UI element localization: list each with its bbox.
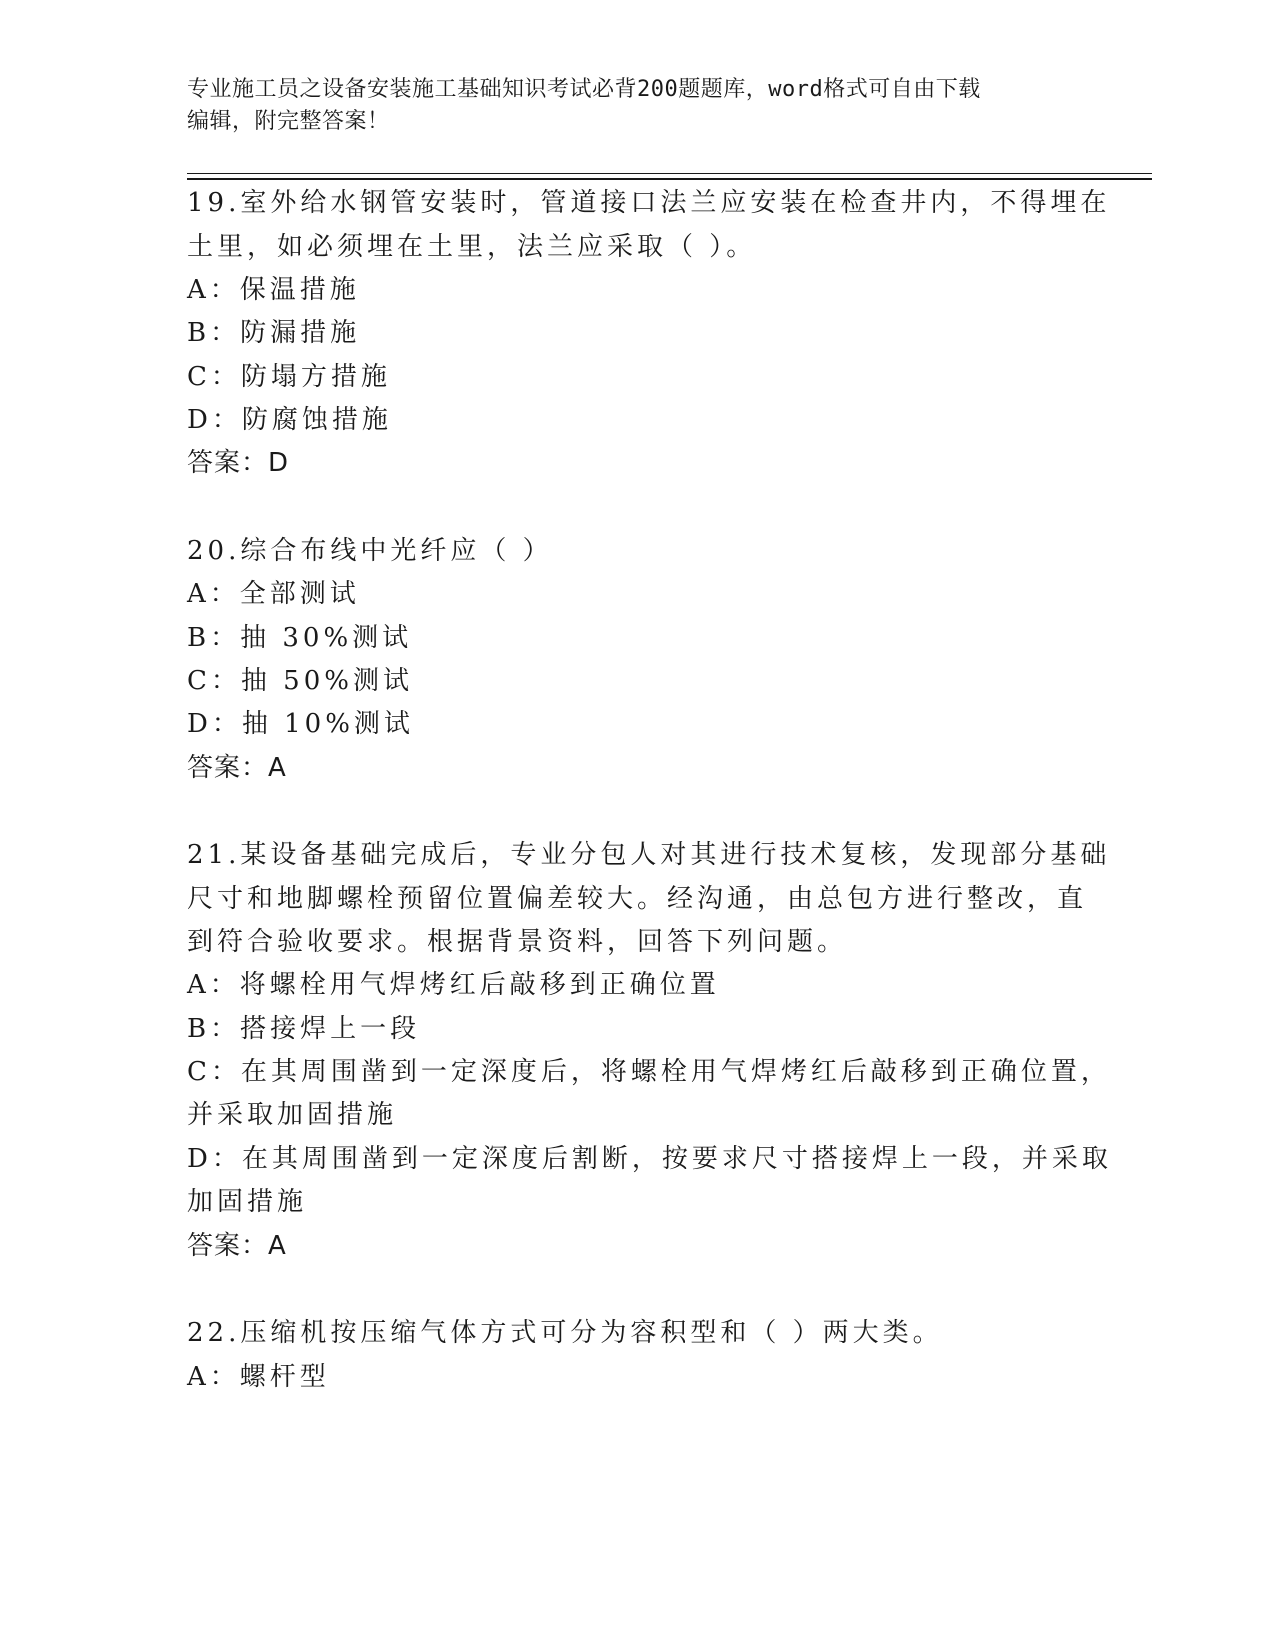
q21-option-d-line-1: D：在其周围凿到一定深度后割断，按要求尺寸搭接焊上一段，并采取 — [187, 1144, 1112, 1174]
q20-answer: 答案：A — [187, 753, 287, 783]
q20-stem-line-1: 20.综合布线中光纤应（ ） — [187, 536, 553, 566]
q21-stem-line-3: 到符合验收要求。根据背景资料，回答下列问题。 — [187, 927, 848, 957]
q19-option-c: C：防塌方措施 — [187, 362, 391, 392]
document-header — [187, 74, 1067, 138]
q20-option-c: C：抽 50%测试 — [187, 666, 413, 696]
header-line-1: 专业施工员之设备安装施工基础知识考试必背200题题库，word格式可自由下载 — [187, 77, 981, 102]
header-divider-thick — [187, 178, 1152, 180]
q21-answer: 答案：A — [187, 1231, 287, 1261]
q19-answer: 答案：D — [187, 448, 290, 478]
q19-stem-line-1: 19.室外给水钢管安装时，管道接口法兰应安装在检查井内，不得埋在 — [187, 188, 1111, 218]
q20-option-b: B：抽 30%测试 — [187, 623, 413, 653]
q22-stem-line-1: 22.压缩机按压缩气体方式可分为容积型和（ ）两大类。 — [187, 1318, 943, 1348]
q19-option-d: D：防腐蚀措施 — [187, 405, 392, 435]
q21-option-d-line-2: 加固措施 — [187, 1187, 308, 1217]
q21-stem-line-2: 尺寸和地脚螺栓预留位置偏差较大。经沟通，由总包方进行整改，直 — [187, 884, 1088, 914]
q19-option-a: A：保温措施 — [187, 275, 360, 305]
header-divider-thin — [187, 173, 1152, 174]
header-line-2: 编辑，附完整答案！ — [187, 109, 390, 134]
q21-stem-line-1: 21.某设备基础完成后，专业分包人对其进行技术复核，发现部分基础 — [187, 840, 1111, 870]
q20-option-d: D：抽 10%测试 — [187, 709, 414, 739]
q21-option-c-line-1: C：在其周围凿到一定深度后，将螺栓用气焊烤红后敲移到正确位置， — [187, 1057, 1111, 1087]
q20-option-a: A：全部测试 — [187, 579, 360, 609]
q19-stem-line-2: 土里，如必须埋在土里，法兰应采取（ ）。 — [187, 232, 757, 262]
q21-option-c-line-2: 并采取加固措施 — [187, 1100, 398, 1130]
q21-option-a: A：将螺栓用气焊烤红后敲移到正确位置 — [187, 970, 720, 1000]
q22-option-a: A：螺杆型 — [187, 1362, 330, 1392]
q21-option-b: B：搭接焊上一段 — [187, 1014, 421, 1044]
q19-option-b: B：防漏措施 — [187, 318, 361, 348]
